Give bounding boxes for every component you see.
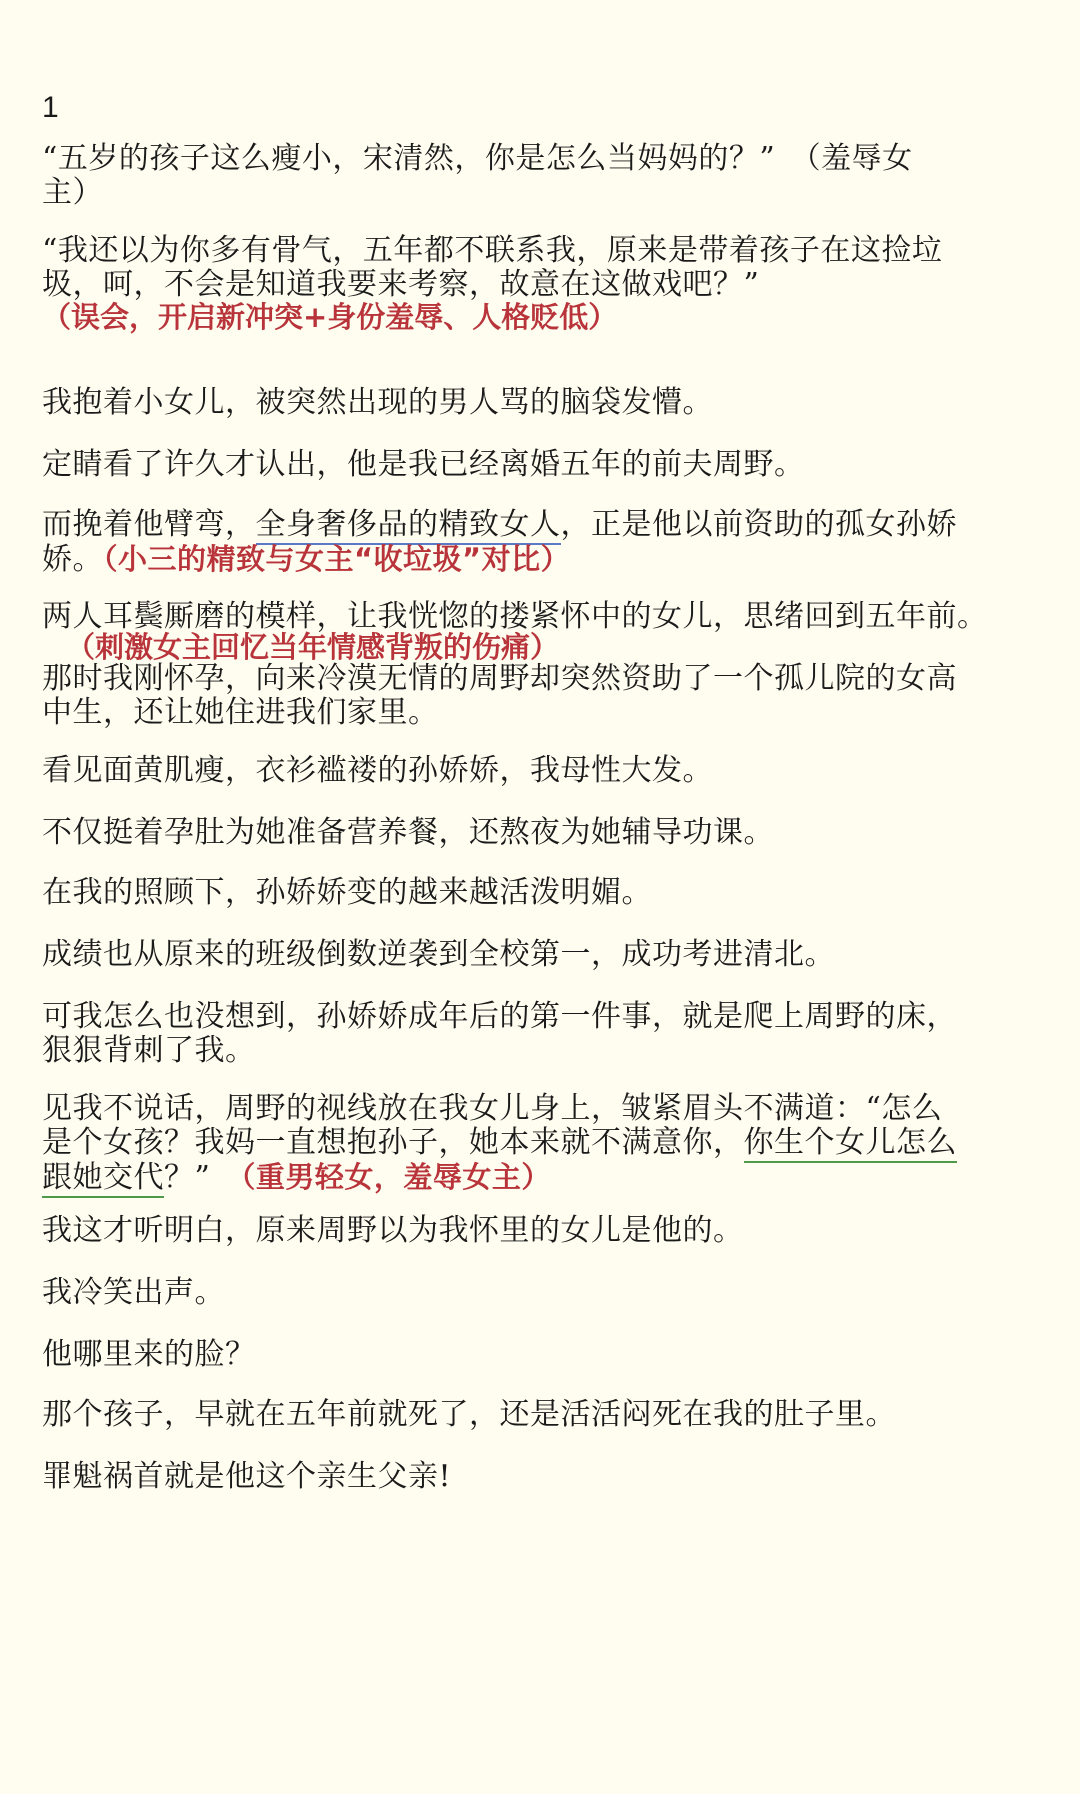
paragraph-5-pre: 而挽着他臂弯，	[42, 507, 256, 542]
paragraph-6-line-1: 两人耳鬓厮磨的模样，让我恍惚的搂紧怀中的女儿，思绪回到五年前。	[42, 599, 988, 634]
paragraph-12-line-1: 见我不说话，周野的视线放在我女儿身上，皱紧眉头不满道：“怎么	[42, 1091, 943, 1126]
paragraph-12-line-3	[42, 1160, 1042, 1195]
paragraph-2-line-1: “我还以为你多有骨气，五年都不联系我，原来是带着孩子在这捡垃	[42, 233, 943, 268]
paragraph-6-line-3: 中生，还让她住进我们家里。	[42, 695, 439, 730]
paragraph-6-cont	[42, 662, 1042, 730]
paragraph-1-line-1: “五岁的孩子这么瘦小，宋清然，你是怎么当妈妈的？” （羞辱女	[42, 141, 913, 176]
paragraph-11-line-1: 可我怎么也没想到，孙娇娇成年后的第一件事，就是爬上周野的床，	[42, 999, 957, 1034]
underlined-phrase-explain: 跟她交代	[42, 1160, 164, 1198]
annotation-memory: （刺激女主回忆当年情感背叛的伤痛）	[66, 630, 560, 664]
paragraph-11-line-2: 狠狠背刺了我。	[42, 1033, 256, 1068]
paragraph-1	[42, 142, 1042, 210]
paragraph-11	[42, 1000, 1042, 1068]
paragraph-17: 罪魁祸首就是他这个亲生父亲!	[42, 1459, 452, 1494]
paragraph-16: 那个孩子，早就在五年前就死了，还是活活闷死在我的肚子里。	[42, 1397, 896, 1432]
paragraph-4: 定睛看了许久才认出，他是我已经离婚五年的前夫周野。	[42, 447, 805, 482]
paragraph-7: 看见面黄肌瘦，衣衫褴褛的孙娇娇，我母性大发。	[42, 753, 713, 788]
paragraph-13: 我这才听明白，原来周野以为我怀里的女儿是他的。	[42, 1213, 744, 1248]
paragraph-5-line-2-text: 娇。	[42, 542, 103, 577]
chapter-number: 1	[42, 91, 59, 124]
paragraph-14: 我冷笑出声。	[42, 1275, 225, 1310]
annotation-conflict: （误会，开启新冲突+身份羞辱、人格贬低）	[42, 300, 618, 334]
paragraph-9: 在我的照顾下，孙娇娇变的越来越活泼明媚。	[42, 875, 652, 910]
paragraph-5	[42, 508, 1042, 577]
paragraph-15: 他哪里来的脸？	[42, 1337, 256, 1372]
paragraph-8: 不仅挺着孕肚为她准备营养餐，还熬夜为她辅导功课。	[42, 815, 774, 850]
paragraph-2-line-2: 圾，呵，不会是知道我要来考察，故意在这做戏吧？”	[42, 267, 760, 302]
paragraph-12-line-3-post: ？”	[164, 1160, 241, 1195]
paragraph-5-post: ，正是他以前资助的孤女孙娇	[560, 507, 957, 542]
underlined-phrase-daughter: 你生个女儿怎么	[744, 1125, 958, 1163]
paragraph-12-line-2-pre: 是个女孩？我妈一直想抱孙子，她本来就不满意你，	[42, 1125, 744, 1160]
paragraph-6-line-2: 那时我刚怀孕，向来冷漠无情的周野却突然资助了一个孤儿院的女高	[42, 661, 957, 696]
paragraph-2	[42, 234, 1042, 302]
underlined-phrase-luxury-woman: 全身奢侈品的精致女人	[256, 507, 561, 545]
paragraph-5-line-1	[42, 508, 1042, 542]
annotation-contrast: （小三的精致与女主“收垃圾”对比）	[103, 542, 571, 576]
paragraph-3: 我抱着小女儿，被突然出现的男人骂的脑袋发懵。	[42, 385, 713, 420]
paragraph-12-line-2	[42, 1126, 1042, 1160]
paragraph-6	[42, 600, 1042, 634]
paragraph-5-line-2	[42, 542, 1042, 577]
annotation-gender-bias: （重男轻女，羞辱女主）	[240, 1160, 551, 1194]
paragraph-10: 成绩也从原来的班级倒数逆袭到全校第一，成功考进清北。	[42, 937, 835, 972]
paragraph-12	[42, 1092, 1042, 1195]
paragraph-1-line-2: 主）	[42, 175, 103, 210]
